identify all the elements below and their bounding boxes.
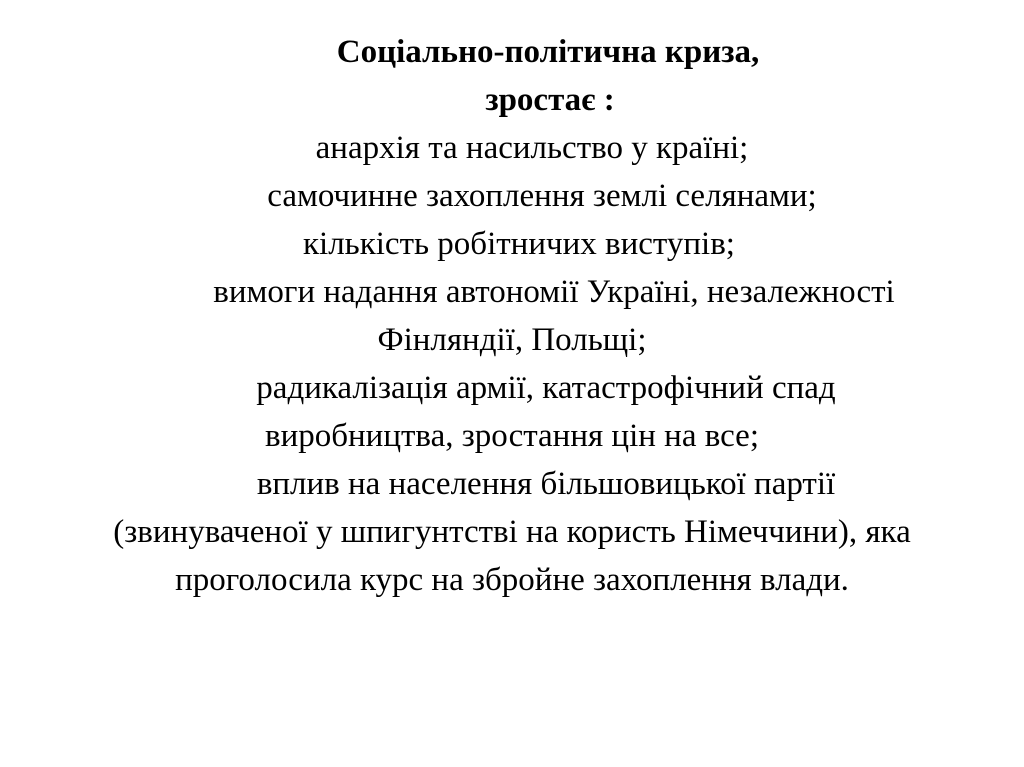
- list-line: виробництва, зростання цін на все;: [264, 418, 759, 454]
- heading-line-1: Соціально-політична криза,: [336, 34, 760, 70]
- list-line: анархія та насильство у країні;: [315, 130, 749, 166]
- list-line: самочинне захоплення землі селянами;: [267, 178, 817, 214]
- list-line: проголосила курс на збройне захоплення влади.: [175, 562, 849, 598]
- heading-line-2: зростає :: [485, 82, 615, 118]
- list-line: (звинуваченої у шпигунтстві на користь Німеччини), яка: [113, 514, 911, 550]
- list-line: Фінляндії, Польщі;: [377, 322, 647, 358]
- list-line: кількість робітничих виступів;: [303, 226, 735, 262]
- list-line: вимоги надання автономії Україні, незалежності: [213, 274, 895, 310]
- list-line: вплив на населення більшовицької партії: [256, 466, 836, 502]
- list-line: радикалізація армії, катастрофічний спад: [256, 370, 836, 406]
